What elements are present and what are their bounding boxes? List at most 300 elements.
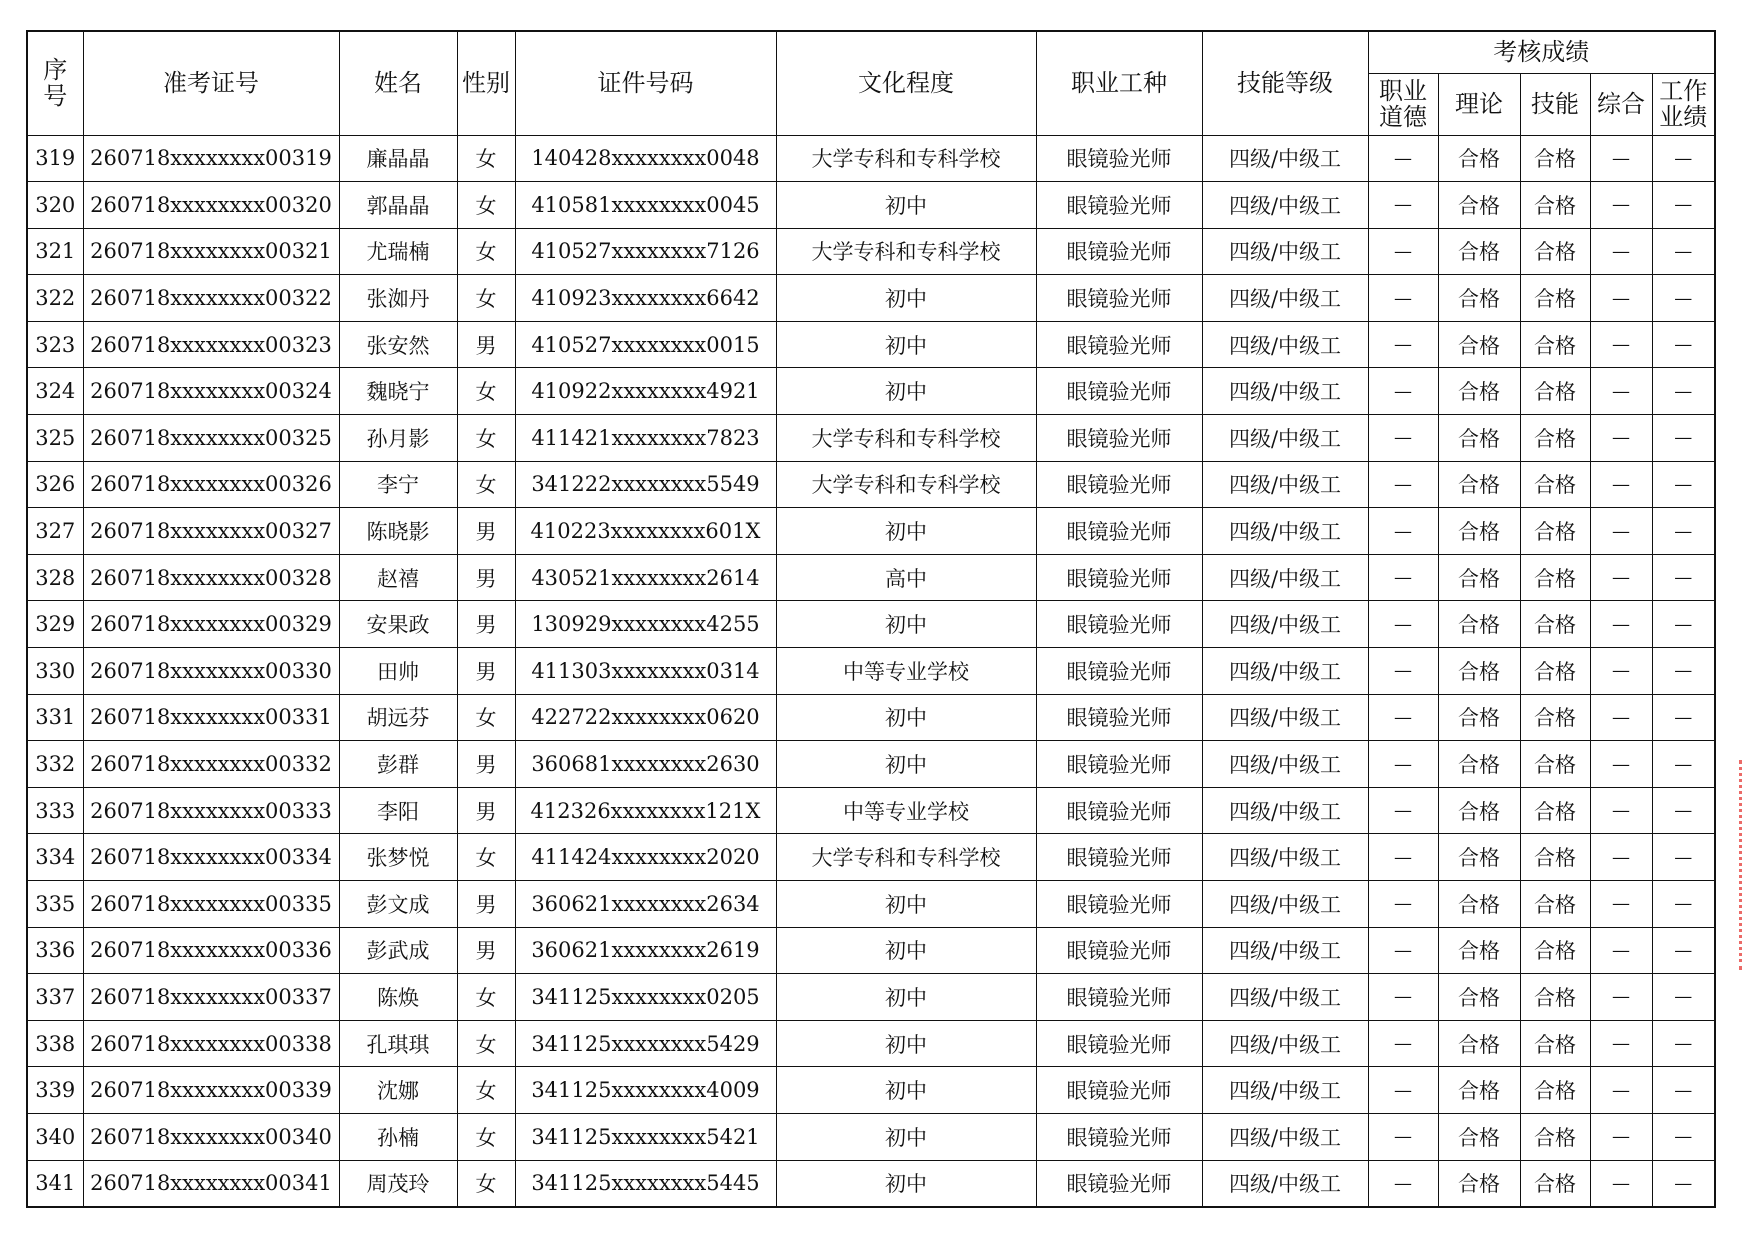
table-row bbox=[27, 135, 1715, 182]
cell-comprehensive: — bbox=[1590, 228, 1652, 275]
cell-id-number: 360621xxxxxxxx2619 bbox=[515, 927, 776, 974]
cell-seq: 325 bbox=[27, 415, 83, 462]
cell-exam-id: 260718xxxxxxxx00333 bbox=[83, 787, 339, 834]
cell-id-number: 360621xxxxxxxx2634 bbox=[515, 881, 776, 928]
cell-exam-id: 260718xxxxxxxx00329 bbox=[83, 601, 339, 648]
cell-name: 尤瑞楠 bbox=[339, 228, 457, 275]
cell-skill-level: 四级/中级工 bbox=[1202, 554, 1368, 601]
cell-work-performance: — bbox=[1652, 834, 1715, 881]
cell-comprehensive: — bbox=[1590, 694, 1652, 741]
cell-ethics: — bbox=[1368, 135, 1438, 182]
cell-theory: 合格 bbox=[1438, 554, 1520, 601]
cell-gender: 女 bbox=[457, 1020, 515, 1067]
cell-skill: 合格 bbox=[1520, 135, 1590, 182]
cell-gender: 女 bbox=[457, 228, 515, 275]
cell-education: 初中 bbox=[776, 368, 1036, 415]
cell-work-performance: — bbox=[1652, 1113, 1715, 1160]
header-work-performance-label: 工作 业绩 bbox=[1659, 77, 1708, 131]
cell-gender: 男 bbox=[457, 648, 515, 695]
cell-ethics: — bbox=[1368, 275, 1438, 322]
cell-work-performance: — bbox=[1652, 275, 1715, 322]
header-skill: 技能 bbox=[1520, 73, 1590, 135]
cell-name: 郭晶晶 bbox=[339, 182, 457, 229]
cell-name: 胡远芬 bbox=[339, 694, 457, 741]
cell-theory: 合格 bbox=[1438, 834, 1520, 881]
cell-exam-id: 260718xxxxxxxx00325 bbox=[83, 415, 339, 462]
cell-seq: 338 bbox=[27, 1020, 83, 1067]
cell-skill-level: 四级/中级工 bbox=[1202, 881, 1368, 928]
cell-comprehensive: — bbox=[1590, 554, 1652, 601]
cell-gender: 女 bbox=[457, 415, 515, 462]
cell-exam-id: 260718xxxxxxxx00321 bbox=[83, 228, 339, 275]
cell-occupation: 眼镜验光师 bbox=[1036, 834, 1202, 881]
cell-education: 初中 bbox=[776, 974, 1036, 1021]
cell-ethics: — bbox=[1368, 741, 1438, 788]
table-row bbox=[27, 1113, 1715, 1160]
cell-work-performance: — bbox=[1652, 881, 1715, 928]
cell-seq: 328 bbox=[27, 554, 83, 601]
cell-id-number: 410223xxxxxxxx601X bbox=[515, 508, 776, 555]
cell-seq: 337 bbox=[27, 974, 83, 1021]
cell-name: 安果政 bbox=[339, 601, 457, 648]
table-row bbox=[27, 228, 1715, 275]
cell-occupation: 眼镜验光师 bbox=[1036, 601, 1202, 648]
cell-skill: 合格 bbox=[1520, 974, 1590, 1021]
cell-name: 陈晓影 bbox=[339, 508, 457, 555]
cell-skill: 合格 bbox=[1520, 368, 1590, 415]
cell-seq: 321 bbox=[27, 228, 83, 275]
cell-seq: 330 bbox=[27, 648, 83, 695]
table-row bbox=[27, 834, 1715, 881]
cell-gender: 女 bbox=[457, 182, 515, 229]
cell-work-performance: — bbox=[1652, 1067, 1715, 1114]
header-gender: 性别 bbox=[457, 31, 515, 135]
cell-gender: 男 bbox=[457, 554, 515, 601]
cell-skill-level: 四级/中级工 bbox=[1202, 508, 1368, 555]
cell-theory: 合格 bbox=[1438, 1160, 1520, 1207]
header-work-performance bbox=[1652, 73, 1715, 135]
table-row bbox=[27, 741, 1715, 788]
cell-occupation: 眼镜验光师 bbox=[1036, 228, 1202, 275]
table-row bbox=[27, 554, 1715, 601]
table-row bbox=[27, 648, 1715, 695]
cell-gender: 女 bbox=[457, 368, 515, 415]
cell-theory: 合格 bbox=[1438, 648, 1520, 695]
cell-theory: 合格 bbox=[1438, 182, 1520, 229]
cell-gender: 女 bbox=[457, 1113, 515, 1160]
cell-seq: 333 bbox=[27, 787, 83, 834]
cell-occupation: 眼镜验光师 bbox=[1036, 1160, 1202, 1207]
cell-theory: 合格 bbox=[1438, 321, 1520, 368]
table-header bbox=[27, 31, 1715, 135]
cell-work-performance: — bbox=[1652, 974, 1715, 1021]
cell-education: 初中 bbox=[776, 601, 1036, 648]
cell-work-performance: — bbox=[1652, 461, 1715, 508]
cell-id-number: 410527xxxxxxxx0015 bbox=[515, 321, 776, 368]
cell-ethics: — bbox=[1368, 601, 1438, 648]
cell-ethics: — bbox=[1368, 415, 1438, 462]
cell-exam-id: 260718xxxxxxxx00324 bbox=[83, 368, 339, 415]
cell-ethics: — bbox=[1368, 927, 1438, 974]
cell-comprehensive: — bbox=[1590, 1113, 1652, 1160]
cell-work-performance: — bbox=[1652, 694, 1715, 741]
cell-seq: 319 bbox=[27, 135, 83, 182]
cell-skill-level: 四级/中级工 bbox=[1202, 228, 1368, 275]
score-table bbox=[26, 30, 1716, 1208]
cell-exam-id: 260718xxxxxxxx00340 bbox=[83, 1113, 339, 1160]
cell-education: 初中 bbox=[776, 927, 1036, 974]
cell-theory: 合格 bbox=[1438, 741, 1520, 788]
table-row bbox=[27, 1020, 1715, 1067]
table-row bbox=[27, 694, 1715, 741]
cell-skill: 合格 bbox=[1520, 648, 1590, 695]
cell-exam-id: 260718xxxxxxxx00328 bbox=[83, 554, 339, 601]
cell-gender: 女 bbox=[457, 1160, 515, 1207]
cell-comprehensive: — bbox=[1590, 741, 1652, 788]
cell-work-performance: — bbox=[1652, 415, 1715, 462]
cell-comprehensive: — bbox=[1590, 368, 1652, 415]
cell-id-number: 411424xxxxxxxx2020 bbox=[515, 834, 776, 881]
cell-comprehensive: — bbox=[1590, 415, 1652, 462]
cell-skill-level: 四级/中级工 bbox=[1202, 461, 1368, 508]
table-row bbox=[27, 601, 1715, 648]
cell-education: 大学专科和专科学校 bbox=[776, 415, 1036, 462]
cell-exam-id: 260718xxxxxxxx00319 bbox=[83, 135, 339, 182]
cell-ethics: — bbox=[1368, 694, 1438, 741]
cell-skill-level: 四级/中级工 bbox=[1202, 275, 1368, 322]
cell-name: 孙楠 bbox=[339, 1113, 457, 1160]
cell-education: 初中 bbox=[776, 1067, 1036, 1114]
cell-education: 初中 bbox=[776, 508, 1036, 555]
cell-comprehensive: — bbox=[1590, 648, 1652, 695]
cell-occupation: 眼镜验光师 bbox=[1036, 415, 1202, 462]
cell-skill-level: 四级/中级工 bbox=[1202, 1113, 1368, 1160]
cell-exam-id: 260718xxxxxxxx00338 bbox=[83, 1020, 339, 1067]
cell-seq: 335 bbox=[27, 881, 83, 928]
header-seq bbox=[27, 31, 83, 135]
cell-id-number: 360681xxxxxxxx2630 bbox=[515, 741, 776, 788]
cell-seq: 322 bbox=[27, 275, 83, 322]
cell-work-performance: — bbox=[1652, 228, 1715, 275]
header-seq-label: 序 号 bbox=[43, 56, 68, 111]
cell-education: 大学专科和专科学校 bbox=[776, 135, 1036, 182]
cell-occupation: 眼镜验光师 bbox=[1036, 461, 1202, 508]
header-theory: 理论 bbox=[1438, 73, 1520, 135]
cell-id-number: 411303xxxxxxxx0314 bbox=[515, 648, 776, 695]
table-row bbox=[27, 1067, 1715, 1114]
cell-ethics: — bbox=[1368, 1113, 1438, 1160]
cell-seq: 340 bbox=[27, 1113, 83, 1160]
table-row bbox=[27, 368, 1715, 415]
cell-name: 陈焕 bbox=[339, 974, 457, 1021]
cell-work-performance: — bbox=[1652, 927, 1715, 974]
cell-skill: 合格 bbox=[1520, 741, 1590, 788]
cell-name: 孙月影 bbox=[339, 415, 457, 462]
cell-comprehensive: — bbox=[1590, 182, 1652, 229]
cell-work-performance: — bbox=[1652, 741, 1715, 788]
cell-seq: 324 bbox=[27, 368, 83, 415]
cell-skill-level: 四级/中级工 bbox=[1202, 415, 1368, 462]
cell-exam-id: 260718xxxxxxxx00339 bbox=[83, 1067, 339, 1114]
cell-id-number: 411421xxxxxxxx7823 bbox=[515, 415, 776, 462]
cell-ethics: — bbox=[1368, 1160, 1438, 1207]
cell-id-number: 341125xxxxxxxx5421 bbox=[515, 1113, 776, 1160]
cell-skill-level: 四级/中级工 bbox=[1202, 135, 1368, 182]
cell-id-number: 140428xxxxxxxx0048 bbox=[515, 135, 776, 182]
cell-id-number: 410922xxxxxxxx4921 bbox=[515, 368, 776, 415]
cell-ethics: — bbox=[1368, 787, 1438, 834]
cell-gender: 女 bbox=[457, 461, 515, 508]
cell-id-number: 341125xxxxxxxx4009 bbox=[515, 1067, 776, 1114]
cell-occupation: 眼镜验光师 bbox=[1036, 1113, 1202, 1160]
cell-skill-level: 四级/中级工 bbox=[1202, 974, 1368, 1021]
cell-gender: 男 bbox=[457, 741, 515, 788]
cell-work-performance: — bbox=[1652, 787, 1715, 834]
cell-name: 彭武成 bbox=[339, 927, 457, 974]
cell-work-performance: — bbox=[1652, 135, 1715, 182]
cell-exam-id: 260718xxxxxxxx00341 bbox=[83, 1160, 339, 1207]
cell-gender: 女 bbox=[457, 275, 515, 322]
cell-id-number: 130929xxxxxxxx4255 bbox=[515, 601, 776, 648]
cell-skill: 合格 bbox=[1520, 275, 1590, 322]
cell-name: 李宁 bbox=[339, 461, 457, 508]
cell-seq: 327 bbox=[27, 508, 83, 555]
cell-education: 初中 bbox=[776, 1020, 1036, 1067]
cell-theory: 合格 bbox=[1438, 275, 1520, 322]
table-row bbox=[27, 275, 1715, 322]
cell-skill: 合格 bbox=[1520, 1160, 1590, 1207]
cell-exam-id: 260718xxxxxxxx00320 bbox=[83, 182, 339, 229]
table-row bbox=[27, 415, 1715, 462]
cell-skill-level: 四级/中级工 bbox=[1202, 834, 1368, 881]
cell-id-number: 410923xxxxxxxx6642 bbox=[515, 275, 776, 322]
cell-occupation: 眼镜验光师 bbox=[1036, 787, 1202, 834]
cell-work-performance: — bbox=[1652, 601, 1715, 648]
cell-seq: 320 bbox=[27, 182, 83, 229]
header-comprehensive: 综合 bbox=[1590, 73, 1652, 135]
cell-comprehensive: — bbox=[1590, 974, 1652, 1021]
cell-seq: 336 bbox=[27, 927, 83, 974]
cell-occupation: 眼镜验光师 bbox=[1036, 927, 1202, 974]
cell-skill: 合格 bbox=[1520, 461, 1590, 508]
cell-name: 沈娜 bbox=[339, 1067, 457, 1114]
table-body bbox=[27, 135, 1715, 1207]
cell-education: 大学专科和专科学校 bbox=[776, 834, 1036, 881]
cell-education: 初中 bbox=[776, 694, 1036, 741]
cell-education: 大学专科和专科学校 bbox=[776, 228, 1036, 275]
cell-ethics: — bbox=[1368, 1020, 1438, 1067]
cell-id-number: 341222xxxxxxxx5549 bbox=[515, 461, 776, 508]
cell-occupation: 眼镜验光师 bbox=[1036, 694, 1202, 741]
cell-gender: 女 bbox=[457, 834, 515, 881]
cell-id-number: 341125xxxxxxxx5429 bbox=[515, 1020, 776, 1067]
cell-occupation: 眼镜验光师 bbox=[1036, 368, 1202, 415]
header-occupation: 职业工种 bbox=[1036, 31, 1202, 135]
cell-theory: 合格 bbox=[1438, 1113, 1520, 1160]
cell-occupation: 眼镜验光师 bbox=[1036, 135, 1202, 182]
table-row bbox=[27, 461, 1715, 508]
cell-theory: 合格 bbox=[1438, 881, 1520, 928]
cell-occupation: 眼镜验光师 bbox=[1036, 1020, 1202, 1067]
cell-work-performance: — bbox=[1652, 368, 1715, 415]
cell-ethics: — bbox=[1368, 182, 1438, 229]
cell-work-performance: — bbox=[1652, 321, 1715, 368]
cell-seq: 326 bbox=[27, 461, 83, 508]
header-id-number: 证件号码 bbox=[515, 31, 776, 135]
table-row bbox=[27, 321, 1715, 368]
header-education: 文化程度 bbox=[776, 31, 1036, 135]
cell-skill: 合格 bbox=[1520, 787, 1590, 834]
cell-comprehensive: — bbox=[1590, 275, 1652, 322]
cell-theory: 合格 bbox=[1438, 508, 1520, 555]
cell-ethics: — bbox=[1368, 834, 1438, 881]
header-exam-id: 准考证号 bbox=[83, 31, 339, 135]
cell-occupation: 眼镜验光师 bbox=[1036, 741, 1202, 788]
cell-education: 初中 bbox=[776, 182, 1036, 229]
cell-skill-level: 四级/中级工 bbox=[1202, 787, 1368, 834]
cell-seq: 332 bbox=[27, 741, 83, 788]
cell-skill: 合格 bbox=[1520, 1020, 1590, 1067]
cell-occupation: 眼镜验光师 bbox=[1036, 554, 1202, 601]
cell-ethics: — bbox=[1368, 881, 1438, 928]
cell-exam-id: 260718xxxxxxxx00327 bbox=[83, 508, 339, 555]
cell-comprehensive: — bbox=[1590, 927, 1652, 974]
table-row bbox=[27, 974, 1715, 1021]
cell-occupation: 眼镜验光师 bbox=[1036, 1067, 1202, 1114]
cell-education: 初中 bbox=[776, 321, 1036, 368]
cell-id-number: 412326xxxxxxxx121X bbox=[515, 787, 776, 834]
cell-education: 大学专科和专科学校 bbox=[776, 461, 1036, 508]
cell-work-performance: — bbox=[1652, 648, 1715, 695]
header-skill-level: 技能等级 bbox=[1202, 31, 1368, 135]
cell-exam-id: 260718xxxxxxxx00326 bbox=[83, 461, 339, 508]
cell-comprehensive: — bbox=[1590, 787, 1652, 834]
cell-seq: 323 bbox=[27, 321, 83, 368]
cell-skill: 合格 bbox=[1520, 881, 1590, 928]
cell-work-performance: — bbox=[1652, 554, 1715, 601]
cell-exam-id: 260718xxxxxxxx00322 bbox=[83, 275, 339, 322]
cell-skill-level: 四级/中级工 bbox=[1202, 1160, 1368, 1207]
cell-exam-id: 260718xxxxxxxx00332 bbox=[83, 741, 339, 788]
cell-gender: 男 bbox=[457, 601, 515, 648]
cell-comprehensive: — bbox=[1590, 1067, 1652, 1114]
cell-skill-level: 四级/中级工 bbox=[1202, 1067, 1368, 1114]
cell-seq: 334 bbox=[27, 834, 83, 881]
cell-theory: 合格 bbox=[1438, 601, 1520, 648]
cell-education: 初中 bbox=[776, 1160, 1036, 1207]
cell-theory: 合格 bbox=[1438, 974, 1520, 1021]
cell-comprehensive: — bbox=[1590, 135, 1652, 182]
cell-seq: 331 bbox=[27, 694, 83, 741]
cell-exam-id: 260718xxxxxxxx00323 bbox=[83, 321, 339, 368]
cell-theory: 合格 bbox=[1438, 135, 1520, 182]
cell-skill: 合格 bbox=[1520, 1113, 1590, 1160]
cell-education: 初中 bbox=[776, 1113, 1036, 1160]
cell-gender: 女 bbox=[457, 135, 515, 182]
cell-ethics: — bbox=[1368, 228, 1438, 275]
cell-skill: 合格 bbox=[1520, 182, 1590, 229]
seal-stamp-edge bbox=[1739, 760, 1750, 970]
cell-seq: 339 bbox=[27, 1067, 83, 1114]
cell-comprehensive: — bbox=[1590, 461, 1652, 508]
cell-skill-level: 四级/中级工 bbox=[1202, 741, 1368, 788]
cell-theory: 合格 bbox=[1438, 461, 1520, 508]
cell-comprehensive: — bbox=[1590, 834, 1652, 881]
cell-ethics: — bbox=[1368, 648, 1438, 695]
cell-ethics: — bbox=[1368, 368, 1438, 415]
cell-theory: 合格 bbox=[1438, 1067, 1520, 1114]
cell-gender: 男 bbox=[457, 881, 515, 928]
cell-gender: 女 bbox=[457, 1067, 515, 1114]
cell-work-performance: — bbox=[1652, 508, 1715, 555]
cell-gender: 男 bbox=[457, 787, 515, 834]
cell-theory: 合格 bbox=[1438, 415, 1520, 462]
cell-ethics: — bbox=[1368, 461, 1438, 508]
cell-exam-id: 260718xxxxxxxx00330 bbox=[83, 648, 339, 695]
cell-skill: 合格 bbox=[1520, 834, 1590, 881]
cell-comprehensive: — bbox=[1590, 1020, 1652, 1067]
table-row bbox=[27, 182, 1715, 229]
cell-education: 初中 bbox=[776, 881, 1036, 928]
cell-name: 赵禧 bbox=[339, 554, 457, 601]
cell-education: 中等专业学校 bbox=[776, 648, 1036, 695]
cell-comprehensive: — bbox=[1590, 508, 1652, 555]
cell-exam-id: 260718xxxxxxxx00336 bbox=[83, 927, 339, 974]
table-row bbox=[27, 1160, 1715, 1207]
cell-theory: 合格 bbox=[1438, 787, 1520, 834]
cell-skill: 合格 bbox=[1520, 1067, 1590, 1114]
cell-skill-level: 四级/中级工 bbox=[1202, 321, 1368, 368]
cell-occupation: 眼镜验光师 bbox=[1036, 321, 1202, 368]
cell-name: 彭文成 bbox=[339, 881, 457, 928]
cell-skill-level: 四级/中级工 bbox=[1202, 182, 1368, 229]
cell-occupation: 眼镜验光师 bbox=[1036, 648, 1202, 695]
cell-skill: 合格 bbox=[1520, 228, 1590, 275]
cell-skill: 合格 bbox=[1520, 415, 1590, 462]
cell-skill-level: 四级/中级工 bbox=[1202, 648, 1368, 695]
cell-theory: 合格 bbox=[1438, 694, 1520, 741]
cell-ethics: — bbox=[1368, 321, 1438, 368]
cell-name: 周茂玲 bbox=[339, 1160, 457, 1207]
cell-work-performance: — bbox=[1652, 182, 1715, 229]
header-ethics bbox=[1368, 73, 1438, 135]
cell-exam-id: 260718xxxxxxxx00334 bbox=[83, 834, 339, 881]
cell-skill: 合格 bbox=[1520, 321, 1590, 368]
cell-name: 张安然 bbox=[339, 321, 457, 368]
cell-theory: 合格 bbox=[1438, 927, 1520, 974]
cell-skill: 合格 bbox=[1520, 694, 1590, 741]
cell-theory: 合格 bbox=[1438, 228, 1520, 275]
cell-work-performance: — bbox=[1652, 1160, 1715, 1207]
table-row bbox=[27, 508, 1715, 555]
cell-education: 初中 bbox=[776, 275, 1036, 322]
cell-gender: 男 bbox=[457, 321, 515, 368]
cell-work-performance: — bbox=[1652, 1020, 1715, 1067]
cell-seq: 329 bbox=[27, 601, 83, 648]
cell-seq: 341 bbox=[27, 1160, 83, 1207]
cell-occupation: 眼镜验光师 bbox=[1036, 974, 1202, 1021]
cell-skill: 合格 bbox=[1520, 508, 1590, 555]
cell-ethics: — bbox=[1368, 554, 1438, 601]
cell-gender: 女 bbox=[457, 974, 515, 1021]
cell-name: 张梦悦 bbox=[339, 834, 457, 881]
cell-education: 初中 bbox=[776, 741, 1036, 788]
cell-gender: 男 bbox=[457, 927, 515, 974]
cell-skill: 合格 bbox=[1520, 601, 1590, 648]
cell-id-number: 341125xxxxxxxx5445 bbox=[515, 1160, 776, 1207]
cell-id-number: 410527xxxxxxxx7126 bbox=[515, 228, 776, 275]
cell-name: 田帅 bbox=[339, 648, 457, 695]
